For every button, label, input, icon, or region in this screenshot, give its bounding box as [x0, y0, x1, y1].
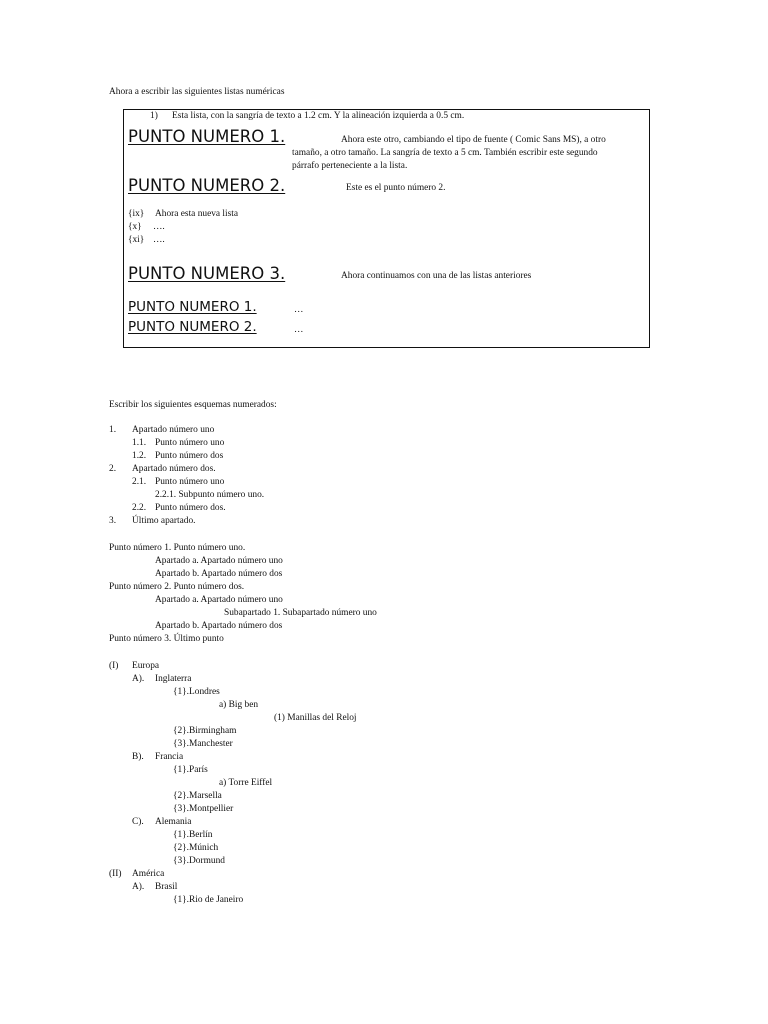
- outline2-line: Apartado b. Apartado número dos: [155, 569, 283, 579]
- roman-item-number: {x}: [128, 222, 142, 232]
- outline3-number: A).: [132, 882, 145, 892]
- box-item1-number: 1): [150, 111, 158, 121]
- punto-3-heading: PUNTO NUMERO 3.: [128, 264, 286, 283]
- sub-punto-text: …: [294, 305, 304, 315]
- outline3-text: Francia: [155, 752, 184, 762]
- outline2-line: Punto número 3. Último punto: [109, 634, 224, 644]
- outline1-text: Punto número dos.: [155, 503, 226, 513]
- roman-item-text: ….: [153, 222, 165, 232]
- punto-2-text: Este es el punto número 2.: [346, 183, 446, 193]
- punto-1-text-line3: párrafo perteneciente a la lista.: [292, 161, 408, 171]
- outline2-line: Punto número 2. Punto número dos.: [109, 582, 245, 592]
- outline3-text: {1}.París: [173, 765, 208, 775]
- outline3-text: {3}.Dormund: [173, 856, 225, 866]
- outline1-text: Punto número uno: [155, 477, 225, 487]
- outline3-text: {1}.Rio de Janeiro: [173, 895, 244, 905]
- outline1-text: Punto número dos: [155, 451, 224, 461]
- outline3-number: (I): [109, 661, 119, 671]
- outline3-text: {3}.Montpellier: [173, 804, 234, 814]
- outline3-number: C).: [132, 817, 144, 827]
- outline1-number: 3.: [109, 516, 117, 526]
- outline2-line: Punto número 1. Punto número uno.: [109, 543, 246, 553]
- outline3-text: {1}.Londres: [173, 687, 220, 697]
- outline1-text: Apartado número uno: [132, 425, 215, 435]
- punto-2-heading: PUNTO NUMERO 2.: [128, 176, 286, 195]
- outline2-line: Apartado b. Apartado número dos: [155, 621, 283, 631]
- outline1-text: Último apartado.: [132, 516, 196, 526]
- outline3-text: a) Big ben: [219, 700, 259, 710]
- outline3-number: A).: [132, 674, 145, 684]
- punto-1-text-line1: Ahora este otro, cambiando el tipo de fuente ( Comic Sans MS), a otro: [341, 135, 606, 145]
- outline3-text: América: [132, 869, 165, 879]
- outline1-number: 1.: [109, 425, 117, 435]
- outline1-text: 2.2.1. Subpunto número uno.: [155, 490, 265, 500]
- punto-1-text-line2: tamaño, a otro tamaño. La sangría de texto a 5 cm. También escribir este segundo: [292, 148, 598, 158]
- roman-item-number: {xi}: [128, 235, 145, 245]
- outline3-text: {1}.Berlín: [173, 830, 213, 840]
- sub-punto-text: …: [294, 325, 304, 335]
- outline3-text: Alemania: [155, 817, 192, 827]
- outline1-number: 2.: [109, 464, 117, 474]
- outline3-text: (1) Manillas del Reloj: [274, 713, 357, 723]
- sub-punto-heading: PUNTO NUMERO 1.: [128, 299, 257, 315]
- outline2-line: Apartado a. Apartado número uno: [155, 595, 283, 605]
- outline3-text: {2}.Múnich: [173, 843, 219, 853]
- intro-text: Ahora a escribir las siguientes listas numéricas: [109, 87, 285, 97]
- outline3-number: B).: [132, 752, 144, 762]
- outline3-text: Inglaterra: [155, 674, 192, 684]
- sub-punto-heading: PUNTO NUMERO 2.: [128, 319, 257, 335]
- roman-item-number: {ix}: [128, 209, 145, 219]
- section2-title: Escribir los siguientes esquemas numerados:: [109, 400, 277, 410]
- outline1-number: 1.2.: [132, 451, 147, 461]
- outline3-text: Brasil: [155, 882, 178, 892]
- roman-item-text: Ahora esta nueva lista: [155, 209, 239, 219]
- outline3-number: (II): [109, 869, 122, 879]
- outline1-text: Apartado número dos.: [132, 464, 216, 474]
- outline1-text: Punto número uno: [155, 438, 225, 448]
- outline3-text: Europa: [132, 661, 160, 671]
- punto-1-heading: PUNTO NUMERO 1.: [128, 127, 286, 146]
- outline1-number: 2.2.: [132, 503, 147, 513]
- roman-item-text: ….: [153, 235, 165, 245]
- outline2-line: Apartado a. Apartado número uno: [155, 556, 283, 566]
- outline3-text: {2}.Birmingham: [173, 726, 237, 736]
- outline3-text: a) Torre Eiffel: [219, 778, 273, 788]
- outline3-text: {3}.Manchester: [173, 739, 233, 749]
- punto-3-text: Ahora continuamos con una de las listas anteriores: [341, 271, 532, 281]
- outline3-text: {2}.Marsella: [173, 791, 222, 801]
- box-item1-text: Esta lista, con la sangría de texto a 1.2 cm. Y la alineación izquierda a 0.5 cm.: [172, 111, 465, 121]
- outline1-number: 1.1.: [132, 438, 147, 448]
- outline1-number: 2.1.: [132, 477, 147, 487]
- outline2-line: Subapartado 1. Subapartado número uno: [224, 608, 377, 618]
